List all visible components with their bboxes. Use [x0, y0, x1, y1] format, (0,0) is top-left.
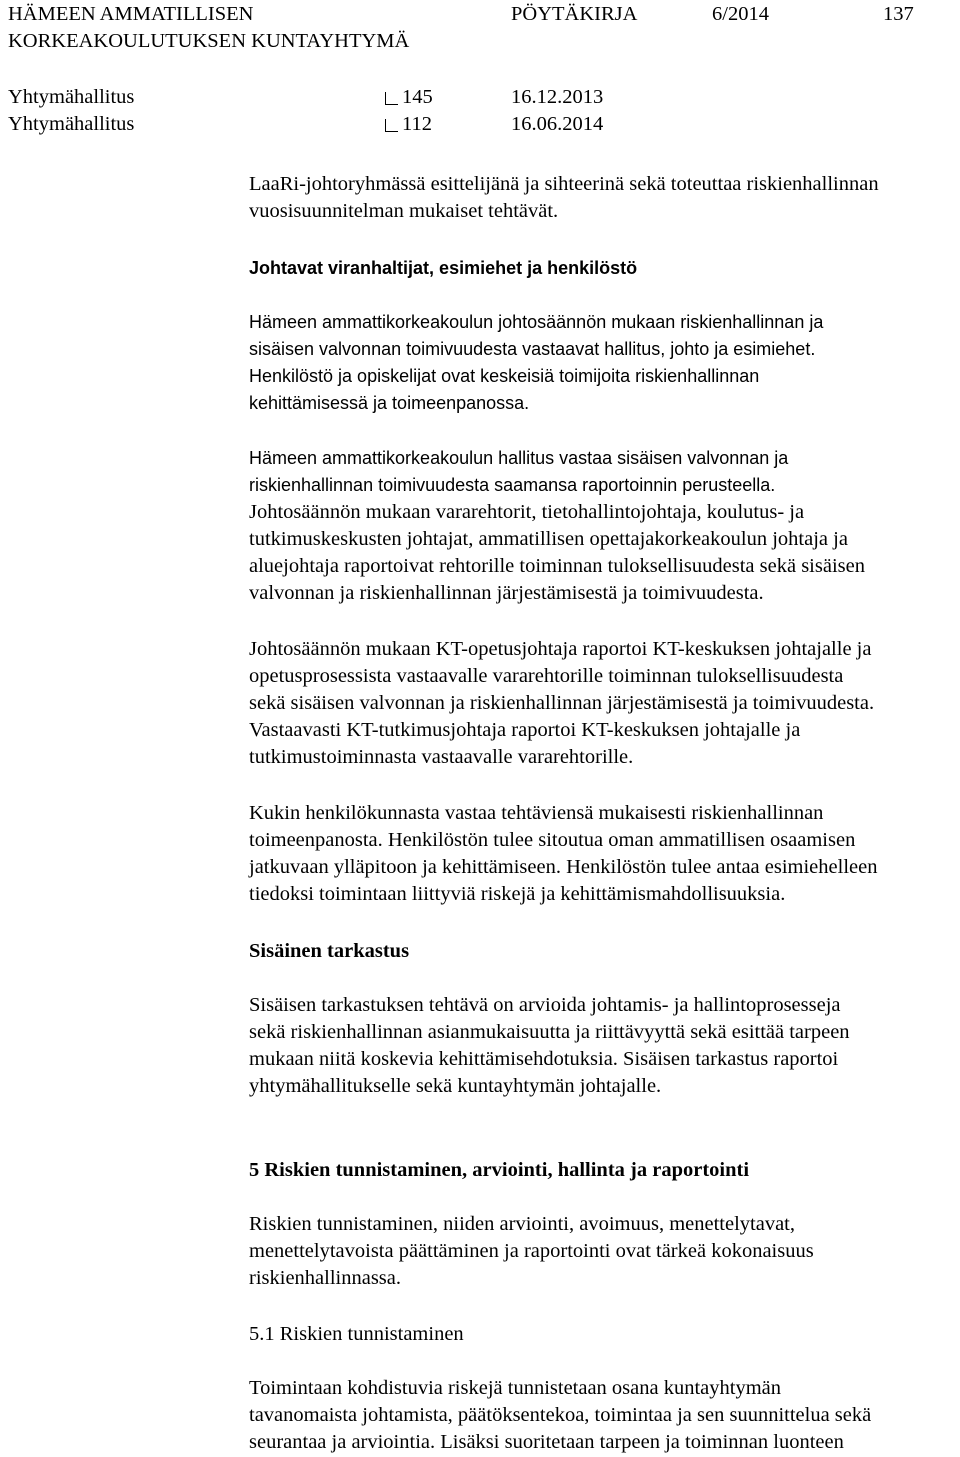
text-line: jatkuvaan ylläpitoon ja kehittämiseen. Henkilöstön tulee antaa esimiehelleen — [249, 856, 878, 878]
text-line: Hämeen ammattikorkeakoulun johtosäännön mukaan riskienhallinnan ja — [249, 312, 824, 332]
text-line: riskienhallinnan toimivuudesta saamansa raportoinnin perusteella. — [249, 475, 776, 495]
paragraph-section-5 — [249, 1211, 939, 1292]
text-line: Johtosäännön mukaan KT-opetusjohtaja raportoi KT-keskuksen johtajalle ja — [249, 638, 872, 660]
text-line: sisäisen valvonnan toimivuudesta vastaavat hallitus, johto ja esimiehet. — [249, 339, 816, 359]
text-line: yhtymähallitukselle sekä kuntayhtymän johtajalle. — [249, 1075, 662, 1097]
text-line: opetusprosessista vastaavalle vararehtorille toiminnan tuloksellisuudesta — [249, 665, 844, 687]
text-line: vuosisuunnitelman mukaiset tehtävät. — [249, 200, 559, 222]
reference-section: 112 — [402, 113, 432, 135]
reference-body: Yhtymähallitus — [8, 86, 135, 108]
reference-body: Yhtymähallitus — [8, 113, 135, 135]
intro-paragraph — [249, 171, 939, 225]
reference-section: 145 — [402, 86, 433, 108]
text-line: Vastaavasti KT-tutkimusjohtaja raportoi KT-keskuksen johtajalle ja — [249, 719, 801, 741]
doc-type: PÖYTÄKIRJA — [511, 3, 638, 25]
text-line: tiedoksi toimintaan liittyviä riskejä ja kehittämismahdollisuuksia. — [249, 883, 786, 905]
org-name-line1: HÄMEEN AMMATILLISEN — [8, 3, 254, 25]
text-line: tavanomaista johtamista, päätöksentekoa, toimintaa ja sen suunnittelua sekä — [249, 1404, 872, 1426]
section-heading-5-1: 5.1 Riskien tunnistaminen — [249, 1323, 464, 1345]
text-line: LaaRi-johtoryhmässä esittelijänä ja sihteerinä sekä toteuttaa riskienhallinnan — [249, 173, 879, 195]
section-heading-johtavat: Johtavat viranhaltijat, esimiehet ja henkilöstö — [249, 258, 638, 278]
page-number: 137 — [883, 3, 914, 25]
text-line: riskienhallinnassa. — [249, 1267, 402, 1289]
text-line: seurantaa ja arviointia. Lisäksi suoritetaan tarpeen ja toiminnan luonteen — [249, 1431, 844, 1453]
paragraph-johtosaanto — [249, 499, 939, 607]
text-line: menettelytavoista päättäminen ja raportointi ovat tärkeä kokonaisuus — [249, 1240, 814, 1262]
paragraph-tarkastus — [249, 992, 939, 1100]
text-line: Henkilöstö ja opiskelijat ovat keskeisiä toimijoita riskienhallinnan — [249, 366, 760, 386]
paragraph-hallitus — [249, 445, 939, 499]
text-line: aluejohtaja raportoivat rehtorille toiminnan tuloksellisuudesta sekä sisäisen — [249, 555, 865, 577]
text-line: tutkimustoiminnasta vastaavalle vararehtorille. — [249, 746, 634, 768]
text-line: Riskien tunnistaminen, niiden arviointi, avoimuus, menettelytavat, — [249, 1213, 796, 1235]
text-line: kehittämisessä ja toimeenpanossa. — [249, 393, 530, 413]
paragraph-kt-opetusjohtaja — [249, 636, 939, 771]
paragraph-henkilokunta — [249, 800, 939, 908]
text-line: sekä riskienhallinnan asianmukaisuutta ja riittävyyttä sekä esittää tarpeen — [249, 1021, 850, 1043]
text-line: toimeenpanosta. Henkilöstön tulee sitoutua oman ammatillisen osaamisen — [249, 829, 856, 851]
text-line: Toimintaan kohdistuvia riskejä tunnistetaan osana kuntayhtymän — [249, 1377, 782, 1399]
reference-date: 16.06.2014 — [511, 113, 604, 135]
text-line: tutkimuskeskusten johtajat, ammatillisen opettajakorkeakoulun johtaja ja — [249, 528, 848, 550]
text-line: Johtosäännön mukaan vararehtorit, tietohallintojohtaja, koulutus- ja — [249, 501, 805, 523]
paragraph-mark-icon — [385, 92, 398, 105]
text-line: sekä sisäisen valvonnan ja riskienhallinnan järjestämisestä ja toimivuudesta. — [249, 692, 875, 714]
org-name-line2: KORKEAKOULUTUKSEN KUNTAYHTYMÄ — [8, 30, 410, 52]
text-line: mukaan niitä koskevia kehittämisehdotuksia. Sisäisen tarkastus raportoi — [249, 1048, 839, 1070]
section-heading-5: 5 Riskien tunnistaminen, arviointi, hallinta ja raportointi — [249, 1159, 750, 1181]
text-line: Sisäisen tarkastuksen tehtävä on arvioida johtamis- ja hallintoprosesseja — [249, 994, 841, 1016]
section-heading-tarkastus: Sisäinen tarkastus — [249, 940, 410, 962]
text-line: Hämeen ammattikorkeakoulun hallitus vastaa sisäisen valvonnan ja — [249, 448, 789, 468]
doc-number: 6/2014 — [712, 3, 769, 25]
paragraph-mark-icon — [385, 119, 398, 132]
paragraph-section-5-1 — [249, 1375, 939, 1456]
text-line: valvonnan ja riskienhallinnan järjestämisestä ja toimivuudesta. — [249, 582, 764, 604]
text-line: Kukin henkilökunnasta vastaa tehtäviensä mukaisesti riskienhallinnan — [249, 802, 824, 824]
paragraph-johtavat — [249, 309, 939, 417]
reference-date: 16.12.2013 — [511, 86, 604, 108]
